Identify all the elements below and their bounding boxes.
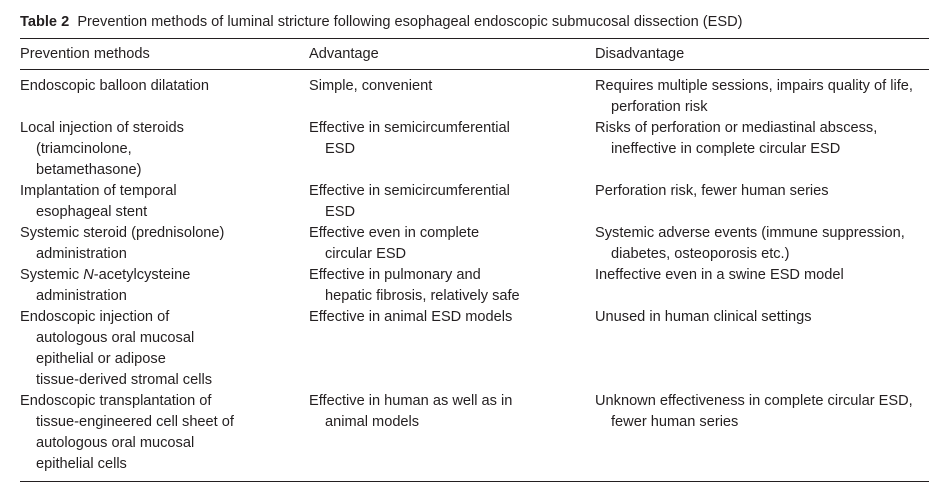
disadvantage-cell [595, 307, 812, 328]
cell-line: Unused in human clinical settings [595, 309, 812, 325]
cell-line: autologous oral mucosal [36, 330, 195, 346]
method-cell [20, 76, 209, 97]
method-cell [20, 391, 234, 475]
method-cell [20, 118, 184, 181]
cell-line: Local injection of steroids [20, 120, 184, 136]
table-caption [20, 12, 743, 32]
disadvantage-cell [595, 265, 844, 286]
cell-line: Effective in semicircumferential [309, 120, 510, 136]
cell-line: animal models [325, 414, 420, 430]
advantage-cell [309, 118, 510, 160]
cell-line: Systemic steroid (prednisolone) [20, 225, 225, 241]
cell-line: Systemic adverse events (immune suppression, [595, 225, 905, 241]
advantage-cell [309, 265, 520, 307]
cell-line: (triamcinolone, [36, 141, 132, 157]
cell-line: tissue-engineered cell sheet of [36, 414, 234, 430]
table-caption-text: Prevention methods of luminal stricture following esophageal endoscopic submucosal dissection (ESD) [77, 14, 743, 30]
header-advantage: Advantage [309, 46, 379, 62]
cell-line: Endoscopic transplantation of [20, 393, 212, 409]
advantage-cell [309, 307, 512, 328]
bottom-rule [20, 481, 929, 482]
cell-line: perforation risk [611, 99, 708, 115]
cell-line: Systemic N-acetylcysteine [20, 267, 191, 283]
cell-line: tissue-derived stromal cells [36, 372, 212, 388]
cell-line: Perforation risk, fewer human series [595, 183, 829, 199]
cell-line: hepatic fibrosis, relatively safe [325, 288, 520, 304]
method-cell [20, 307, 212, 391]
cell-line: ineffective in complete circular ESD [611, 141, 841, 157]
header-prevention-methods: Prevention methods [20, 46, 150, 62]
advantage-cell [309, 76, 432, 97]
cell-line: Unknown effectiveness in complete circular ESD, [595, 393, 913, 409]
disadvantage-cell [595, 391, 913, 433]
cell-line: Simple, convenient [309, 78, 433, 94]
cell-line: ESD [325, 204, 356, 220]
method-cell [20, 181, 177, 223]
cell-line: Effective in human as well as in [309, 393, 513, 409]
disadvantage-cell [595, 181, 829, 202]
cell-line: Endoscopic injection of [20, 309, 170, 325]
cell-line: administration [36, 246, 127, 262]
cell-line: fewer human series [611, 414, 739, 430]
cell-line: epithelial cells [36, 456, 127, 472]
advantage-cell [309, 223, 479, 265]
cell-line: esophageal stent [36, 204, 148, 220]
header-disadvantage: Disadvantage [595, 46, 685, 62]
cell-line: Risks of perforation or mediastinal abscess, [595, 120, 878, 136]
disadvantage-cell [595, 118, 877, 160]
advantage-cell [309, 391, 512, 433]
cell-line: Effective in pulmonary and [309, 267, 481, 283]
cell-line: diabetes, osteoporosis etc.) [611, 246, 790, 262]
cell-line: Endoscopic balloon dilatation [20, 78, 210, 94]
header-rule [20, 69, 929, 70]
top-rule [20, 38, 929, 39]
cell-line: Effective in semicircumferential [309, 183, 510, 199]
cell-line: circular ESD [325, 246, 407, 262]
method-cell [20, 223, 224, 265]
disadvantage-cell [595, 223, 905, 265]
cell-line: Ineffective even in a swine ESD model [595, 267, 844, 283]
method-cell [20, 265, 190, 307]
cell-line: ESD [325, 141, 356, 157]
cell-line: betamethasone) [36, 162, 142, 178]
cell-line: Effective even in complete [309, 225, 480, 241]
table-label: Table 2 [20, 14, 70, 30]
cell-line: Requires multiple sessions, impairs quality of life, [595, 78, 913, 94]
cell-line: administration [36, 288, 127, 304]
cell-line: Effective in animal ESD models [309, 309, 513, 325]
disadvantage-cell [595, 76, 913, 118]
cell-line: Implantation of temporal [20, 183, 177, 199]
advantage-cell [309, 181, 510, 223]
cell-line: epithelial or adipose [36, 351, 166, 367]
cell-line: autologous oral mucosal [36, 435, 195, 451]
